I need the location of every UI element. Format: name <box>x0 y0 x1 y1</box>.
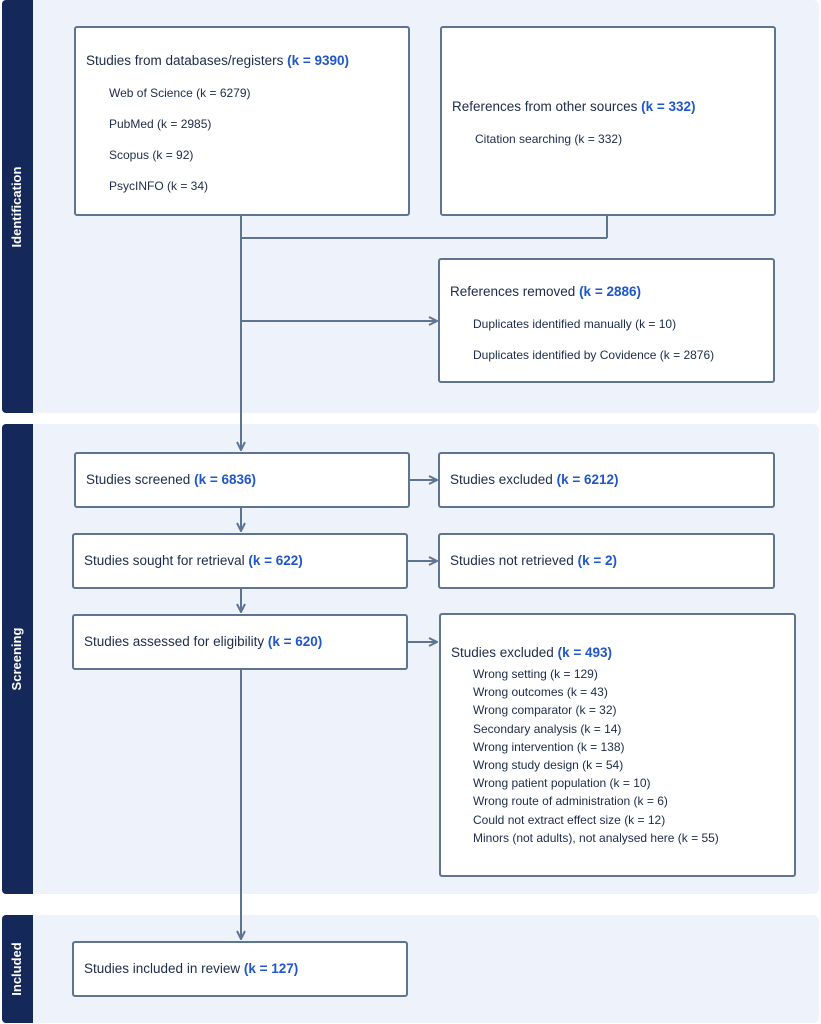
included-box <box>72 941 408 997</box>
exclusion-reason-item: Wrong route of administration (k = 6) <box>473 794 668 809</box>
other-sources-count: (k = 332) <box>641 99 696 114</box>
exclusion-reason-item: Secondary analysis (k = 14) <box>473 721 622 736</box>
databases-box <box>74 26 410 216</box>
not-retrieved-box <box>438 533 775 589</box>
exclusion-reason-item: Wrong intervention (k = 138) <box>473 739 625 754</box>
removed-item: Duplicates identified manually (k = 10) <box>473 317 677 331</box>
removed-box <box>438 258 775 383</box>
excluded-full-count: (k = 493) <box>557 645 612 660</box>
exclusion-reason-item: Wrong study design (k = 54) <box>473 758 624 773</box>
other-source-item: Citation searching (k = 332) <box>475 132 623 146</box>
screened-title <box>86 471 256 489</box>
not-retrieved-title <box>450 552 617 570</box>
included-label: Included <box>9 942 24 996</box>
sought-count: (k = 622) <box>248 553 303 568</box>
removed-item: Duplicates identified by Covidence (k = 2876) <box>473 348 715 362</box>
excluded-full-box <box>439 613 796 877</box>
sought-title <box>84 552 303 570</box>
exclusion-reason-item: Wrong outcomes (k = 43) <box>473 685 608 700</box>
screened-label: Studies screened <box>86 472 195 487</box>
not-retrieved-label: Studies not retrieved <box>450 553 578 568</box>
screened-box <box>74 452 410 508</box>
removed-title <box>450 283 641 301</box>
database-item: PubMed (k = 2985) <box>109 117 212 131</box>
excluded-screen-title <box>450 471 619 489</box>
excluded-full-label: Studies excluded <box>451 645 558 660</box>
database-item: PsycINFO (k = 34) <box>109 179 209 193</box>
included-box-label: Studies included in review <box>84 961 244 976</box>
exclusion-reason-item: Wrong comparator (k = 32) <box>473 703 617 718</box>
assessed-count: (k = 620) <box>267 634 323 649</box>
removed-count: (k = 2886) <box>579 284 641 299</box>
included-title <box>84 960 298 978</box>
excluded-screen-box <box>438 452 775 508</box>
assessed-title <box>84 633 322 651</box>
assessed-label: Studies assessed for eligibility <box>84 634 268 649</box>
other-sources-label: References from other sources <box>452 99 642 114</box>
other-sources-box <box>440 26 776 216</box>
screened-count: (k = 6836) <box>194 472 256 487</box>
exclusion-reason-item: Wrong setting (k = 129) <box>473 667 598 681</box>
excluded-full-title <box>451 644 612 662</box>
identification-label: Identification <box>9 166 24 248</box>
sought-label: Studies sought for retrieval <box>84 553 249 568</box>
included-count: (k = 127) <box>243 961 299 976</box>
exclusion-reason-item: Wrong patient population (k = 10) <box>473 776 651 791</box>
screening-label: Screening <box>9 627 24 691</box>
excluded-screen-label: Studies excluded <box>450 472 557 487</box>
databases-label: Studies from databases/registers <box>86 53 288 68</box>
other-sources-title <box>452 98 696 116</box>
databases-title <box>86 52 349 70</box>
exclusion-reason-item: Minors (not adults), not analysed here (k = 55) <box>473 830 719 845</box>
exclusion-reason-list <box>473 665 719 847</box>
sought-box <box>72 533 408 589</box>
database-item: Web of Science (k = 6279) <box>109 86 251 100</box>
not-retrieved-count: (k = 2) <box>577 553 617 568</box>
removed-label: References removed <box>450 284 580 299</box>
databases-count: (k = 9390) <box>287 53 350 68</box>
exclusion-reason-item: Could not extract effect size (k = 12) <box>473 812 666 827</box>
database-item: Scopus (k = 92) <box>109 148 194 162</box>
excluded-screen-count: (k = 6212) <box>556 472 619 487</box>
assessed-box <box>72 614 408 670</box>
